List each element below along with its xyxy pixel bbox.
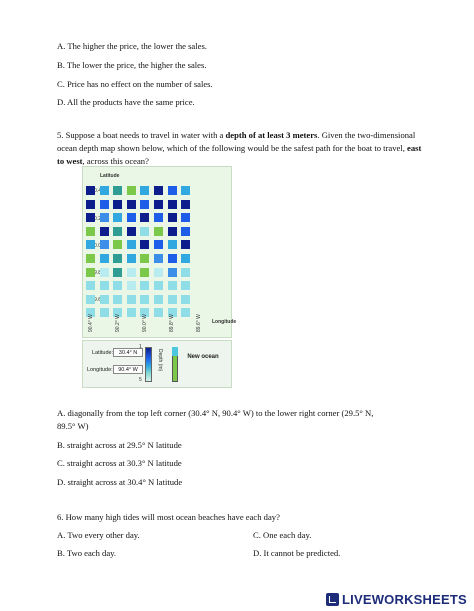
ocean-depth-map — [82, 166, 237, 338]
depth-cell — [140, 268, 149, 277]
depth-cell — [140, 281, 149, 290]
depth-cell — [127, 186, 136, 195]
lat-tick-30-2: 30.2° — [91, 216, 103, 222]
depth-cell — [168, 240, 177, 249]
depth-cell — [168, 268, 177, 277]
depth-cell — [113, 254, 122, 263]
depth-cell — [181, 295, 190, 304]
depth-cell — [140, 200, 149, 209]
depth-cell — [127, 200, 136, 209]
depth-cell — [181, 240, 190, 249]
depth-cell — [100, 227, 109, 236]
ocean-swatch — [172, 347, 178, 356]
question-5-text — [57, 129, 427, 168]
lat-tick-29-6: 29.6° — [91, 297, 103, 303]
depth-tick-bottom: 5 — [139, 377, 142, 383]
q5-option-a-cont: 89.5° W) — [57, 421, 89, 431]
depth-cell — [168, 227, 177, 236]
depth-cell — [113, 240, 122, 249]
q6-option-a: A. Two every other day. — [57, 530, 140, 540]
depth-cell — [140, 254, 149, 263]
depth-cell — [100, 213, 109, 222]
depth-cell — [100, 200, 109, 209]
lat-tick-30-0: 30.0° — [91, 243, 103, 249]
depth-cell — [113, 186, 122, 195]
q5-text-part-3: , across this ocean? — [82, 156, 149, 166]
prev-option-c: C. Price has no effect on the number of sales. — [57, 79, 213, 89]
liveworksheets-logo-icon — [326, 593, 339, 606]
lon-tick-90-2: 90.2° W — [115, 314, 121, 332]
q5-option-d: D. straight across at 30.4° N latitude — [57, 477, 183, 487]
depth-cell — [127, 227, 136, 236]
depth-cell — [154, 268, 163, 277]
depth-cell — [100, 254, 109, 263]
depth-cell — [86, 240, 95, 249]
depth-cell — [113, 227, 122, 236]
question-6-text: 6. How many high tides will most ocean beaches have each day? — [57, 512, 280, 522]
depth-cell — [168, 200, 177, 209]
depth-tick-top: 1 — [139, 344, 142, 350]
lon-tick-90-0: 90.0° W — [142, 314, 148, 332]
depth-cell — [127, 240, 136, 249]
depth-cell — [140, 240, 149, 249]
depth-cell — [86, 268, 95, 277]
q5-option-a: A. diagonally from the top left corner (30.4° N, 90.4° W) to the lower right corner (29.5° N, — [57, 408, 374, 418]
depth-cell — [86, 186, 95, 195]
depth-cell — [154, 254, 163, 263]
latitude-label: Latitude: — [92, 350, 114, 356]
lat-tick-30-4: 30.4° — [91, 188, 103, 194]
q6-option-c: C. One each day. — [253, 530, 312, 540]
lon-tick-89-8: 89.8° W — [169, 314, 175, 332]
depth-cell — [181, 254, 190, 263]
depth-cell — [168, 213, 177, 222]
depth-cell — [181, 227, 190, 236]
depth-cell — [127, 295, 136, 304]
q5-text-part-1: 5. Suppose a boat needs to travel in water with a — [57, 130, 226, 140]
depth-cell — [168, 254, 177, 263]
depth-cell — [181, 308, 190, 317]
longitude-axis-title: Longitude — [212, 319, 237, 325]
lat-tick-29-8: 29.8° — [91, 270, 103, 276]
depth-cell — [154, 240, 163, 249]
depth-cell — [154, 186, 163, 195]
depth-cell — [154, 200, 163, 209]
depth-cell — [113, 213, 122, 222]
depth-cell — [181, 213, 190, 222]
liveworksheets-logo-text: LIVEWORKSHEETS — [342, 591, 467, 607]
latitude-axis-title: Latitude — [100, 173, 120, 179]
depth-cell — [154, 295, 163, 304]
depth-cell — [86, 200, 95, 209]
depth-cell — [154, 213, 163, 222]
depth-cell — [168, 186, 177, 195]
q5-option-b: B. straight across at 29.5° N latitude — [57, 440, 182, 450]
depth-cell — [127, 268, 136, 277]
depth-cell — [100, 240, 109, 249]
depth-cell — [100, 308, 109, 317]
depth-cell — [100, 281, 109, 290]
depth-cell — [127, 281, 136, 290]
q5-option-c: C. straight across at 30.3° N latitude — [57, 458, 182, 468]
prev-option-d: D. All the products have the same price. — [57, 97, 195, 107]
liveworksheets-logo — [326, 591, 467, 607]
depth-cell — [181, 186, 190, 195]
depth-cell — [181, 281, 190, 290]
depth-cell — [140, 186, 149, 195]
depth-cell — [113, 295, 122, 304]
depth-cell — [140, 227, 149, 236]
ocean-depth-figure — [82, 166, 237, 388]
depth-cell — [154, 308, 163, 317]
depth-cell — [86, 295, 95, 304]
depth-cell — [127, 308, 136, 317]
depth-color-scale — [145, 347, 152, 382]
depth-cell — [86, 227, 95, 236]
longitude-label: Longitude: — [87, 367, 113, 373]
depth-cell — [140, 295, 149, 304]
depth-cell — [86, 254, 95, 263]
map-control-panel — [82, 340, 232, 388]
depth-cell — [86, 213, 95, 222]
depth-cell — [140, 213, 149, 222]
depth-cell — [168, 295, 177, 304]
latitude-input[interactable]: 30.4° N — [113, 348, 143, 357]
depth-cell — [86, 281, 95, 290]
longitude-input[interactable]: 90.4° W — [113, 365, 143, 374]
q5-text-part-2: . Given the two-dimensional ocean depth map shown below, which of the following would be the safest path for the boat to travel, — [57, 130, 416, 153]
prev-option-b: B. The lower the price, the higher the sales. — [57, 60, 207, 70]
depth-cell — [154, 227, 163, 236]
depth-cell — [127, 213, 136, 222]
lon-tick-89-6: 89.6° W — [196, 314, 202, 332]
depth-cell — [154, 281, 163, 290]
depth-cell — [113, 281, 122, 290]
q6-option-d: D. It cannot be predicted. — [253, 548, 341, 558]
new-ocean-label: New ocean — [187, 354, 219, 360]
depth-cell — [100, 268, 109, 277]
q5-bold-direction: east to west — [57, 143, 422, 166]
lon-tick-90-4: 90.4° W — [88, 314, 94, 332]
depth-cell — [181, 200, 190, 209]
depth-cell — [100, 295, 109, 304]
depth-cell — [168, 281, 177, 290]
q6-option-b: B. Two each day. — [57, 548, 117, 558]
prev-option-a: A. The higher the price, the lower the sales. — [57, 41, 207, 51]
depth-cell — [100, 186, 109, 195]
q5-bold-depth: depth of at least 3 meters — [225, 130, 318, 140]
depth-cell — [113, 200, 122, 209]
depth-cell — [127, 254, 136, 263]
depth-scale-label: Depth (m) — [157, 349, 163, 372]
depth-cell — [181, 268, 190, 277]
depth-cell — [113, 268, 122, 277]
